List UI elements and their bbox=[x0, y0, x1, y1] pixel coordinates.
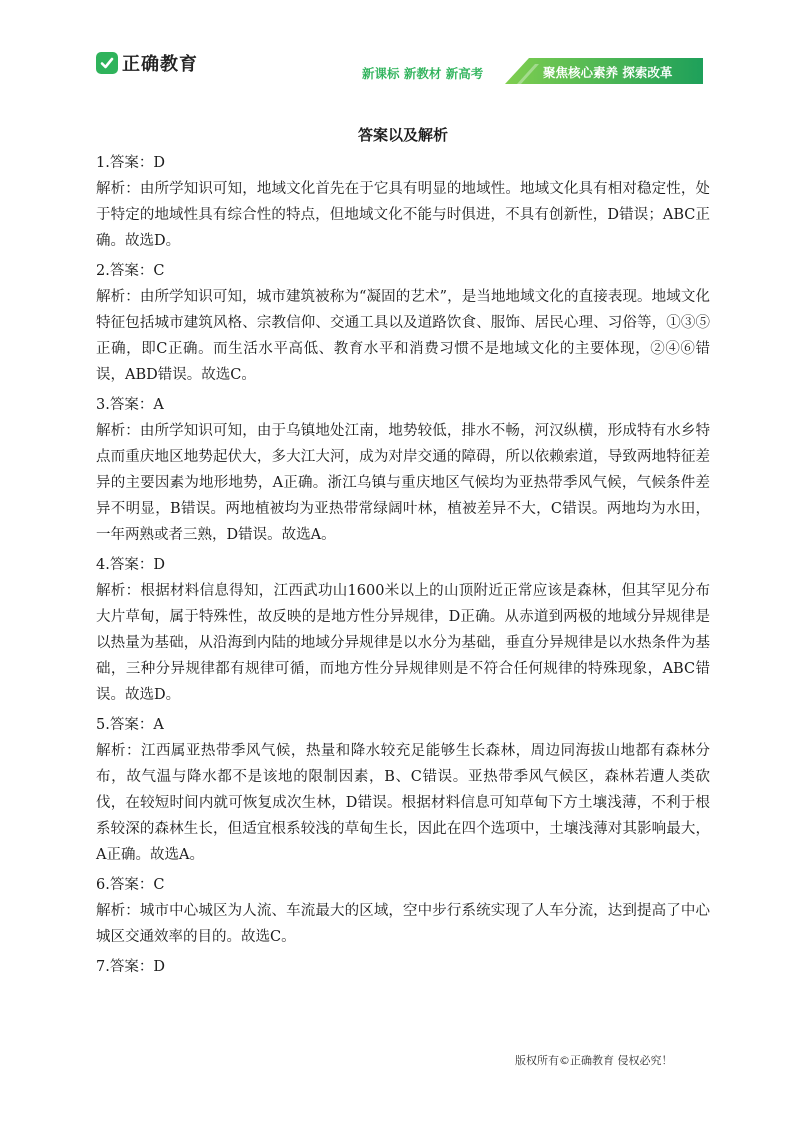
answer-line: 5.答案：A bbox=[96, 717, 164, 733]
brand-name: 正确教育 bbox=[122, 54, 198, 75]
copyright-footer: 版权所有©正确教育 侵权必究！ bbox=[515, 1054, 673, 1067]
answer-line: 7.答案：D bbox=[96, 959, 165, 975]
answer-line: 3.答案：A bbox=[96, 397, 164, 413]
answer-content bbox=[96, 122, 710, 980]
answer-line: 6.答案：C bbox=[96, 877, 165, 893]
page-title: 答案以及解析 bbox=[357, 126, 448, 144]
explanation-paragraph: 解析：根据材料信息得知，江西武功山1600米以上的山顶附近正常应该是森林，但其罕见分布大片草甸，属于特殊性，故反映的是地方性分异规律，D正确。从赤道到两极的地域分异规律是以热量为基础，从沿海到内陆的地域分异规律是以水分为基础，垂直分异规律是以水热条件为基础，三种分异规律都有规律可循，而地方性分异规律则是不符合任何规律的特殊现象，ABC错误。故选D。 bbox=[96, 583, 710, 703]
answer-line: 1.答案：D bbox=[96, 155, 165, 171]
answer-line: 4.答案：D bbox=[96, 557, 165, 573]
slogan-left: 新课标 新教材 新高考 bbox=[362, 66, 484, 81]
explanation-paragraph: 解析：由所学知识可知，地域文化首先在于它具有明显的地域性。地域文化具有相对稳定性，处于特定的地域性具有综合性的特点，但地域文化不能与时俱进，不具有创新性，D错误；ABC正确。故选D。 bbox=[96, 181, 710, 249]
explanation-paragraph: 解析：城市中心城区为人流、车流最大的区域，空中步行系统实现了人车分流，达到提高了中心城区交通效率的目的。故选C。 bbox=[96, 903, 710, 945]
slogan-banner bbox=[505, 58, 703, 84]
checkmark-icon bbox=[96, 52, 118, 74]
explanation-paragraph: 解析：由所学知识可知，城市建筑被称为“凝固的艺术”，是当地地域文化的直接表现。地域文化特征包括城市建筑风格、宗教信仰、交通工具以及道路饮食、服饰、居民心理、习俗等，①③⑤正确，即C正确。而生活水平高低、教育水平和消费习惯不是地域文化的主要体现，②④⑥错误，ABD错误。故选C。 bbox=[96, 289, 710, 383]
slogan-right: 聚焦核心素养 探索改革 bbox=[543, 65, 673, 80]
brand-logo bbox=[96, 50, 198, 76]
answer-line: 2.答案：C bbox=[96, 263, 165, 279]
explanation-paragraph: 解析：由所学知识可知，由于乌镇地处江南，地势较低，排水不畅，河汉纵横，形成特有水乡特点而重庆地区地势起伏大，多大江大河，成为对岸交通的障碍，所以依赖索道，导致两地特征差异的主要因素为地形地势，A正确。浙江乌镇与重庆地区气候均为亚热带季风气候，气候条件差异不明显，B错误。两地植被均为亚热带常绿阔叶林，植被差异不大，C错误。两地均为水田，一年两熟或者三熟，D错误。故选A。 bbox=[96, 423, 710, 543]
page-header bbox=[0, 0, 800, 100]
explanation-paragraph: 解析：江西属亚热带季风气候，热量和降水较充足能够生长森林，周边同海拔山地都有森林分布，故气温与降水都不是该地的限制因素，B、C错误。亚热带季风气候区，森林若遭人类砍伐，在较短时间内就可恢复成次生林，D错误。根据材料信息可知草甸下方土壤浅薄，不利于根系较深的森林生长，但适宜根系较浅的草甸生长，因此在四个选项中，土壤浅薄对其影响最大，A正确。故选A。 bbox=[96, 743, 710, 863]
